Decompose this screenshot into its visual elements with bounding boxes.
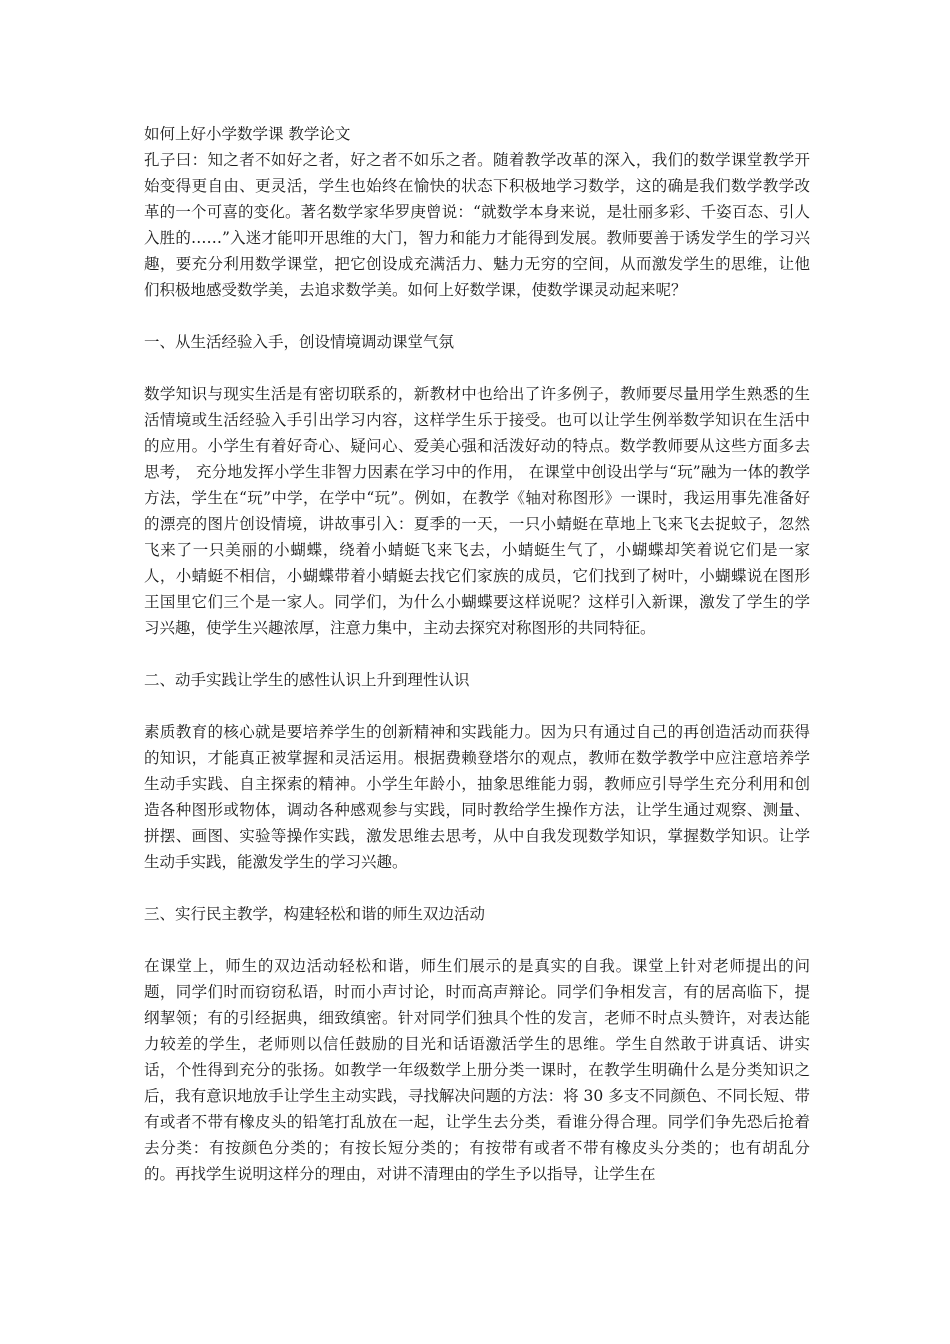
document-page (144, 121, 810, 1187)
section-heading-2: 二、动手实践让学生的感性认识上升到理性认识 (144, 671, 470, 689)
section-heading-3: 三、实行民主教学，构建轻松和谐的师生双边活动 (144, 905, 486, 923)
section-heading-1: 一、从生活经验入手，创设情境调动课堂气氛 (144, 333, 455, 351)
section-body-1: 数学知识与现实生活是有密切联系的，新教材中也给出了许多例子，教师要尽量用学生熟悉的生活情境或生活经验入手引出学习内容，这样学生乐于接受。也可以让学生例举数学知识在生活中的应用。小学生有着好奇心、疑问心、爱美心强和活泼好动的特点。数学教师要从这些方面多去思考， 充分地发挥小学生非智力因素在学习中的作用， 在课堂中创设出学与“玩”融为一体的教学方法，学生在“玩”中学，在学中“玩”。例如，在教学《轴对称图形》一课时，我运用事先准备好的漂亮的图片创设情境，讲故事引入：夏季的一天，一只小蜻蜓在草地上飞来飞去捉蚊子，忽然飞来了一只美丽的小蝴蝶，绕着小蜻蜓飞来飞去，小蜻蜓生气了，小蝴蝶却笑着说它们是一家人，小蜻蜓不相信，小蝴蝶带着小蜻蜓去找它们家族的成员，它们找到了树叶，小蝴蝶说在图形王国里它们三个是一家人。同学们，为什么小蝴蝶要这样说呢？这样引入新课，激发了学生的学习兴趣，使学生兴趣浓厚，注意力集中，主动去探究对称图形的共同特征。 (144, 385, 810, 637)
intro-paragraph: 孔子曰：知之者不如好之者，好之者不如乐之者。随着教学改革的深入，我们的数学课堂教学开始变得更自由、更灵活，学生也始终在愉快的状态下积极地学习数学，这的确是我们数学教学改革的一个可喜的变化。著名数学家华罗庚曾说：“就数学本身来说，是壮丽多彩、千姿百态、引人入胜的……”入迷才能叩开思维的大门，智力和能力才能得到发展。教师要善于诱发学生的学习兴趣，要充分利用数学课堂，把它创设成充满活力、魅力无穷的空间，从而激发学生的思维，让他们积极地感受数学美，去追求数学美。如何上好数学课，使数学课灵动起来呢？ (144, 151, 810, 299)
document-title: 如何上好小学数学课 教学论文 (144, 125, 351, 143)
section-body-2: 素质教育的核心就是要培养学生的创新精神和实践能力。因为只有通过自己的再创造活动而获得的知识，才能真正被掌握和灵活运用。根据费赖登塔尔的观点，教师在数学教学中应注意培养学生动手实践、自主探索的精神。小学生年龄小，抽象思维能力弱，教师应引导学生充分利用和创造各种图形或物体，调动各种感观参与实践，同时教给学生操作方法，让学生通过观察、测量、拼摆、画图、实验等操作实践，激发思维去思考，从中自我发现数学知识，掌握数学知识。让学生动手实践，能激发学生的学习兴趣。 (144, 723, 810, 871)
section-body-3: 在课堂上，师生的双边活动轻松和谐，师生们展示的是真实的自我。课堂上针对老师提出的问题，同学们时而窃窃私语，时而小声讨论，时而高声辩论。同学们争相发言，有的居高临下，提纲挈领；有的引经据典，细致缜密。针对同学们独具个性的发言，老师不时点头赞许，对表达能力较差的学生，老师则以信任鼓励的目光和话语激活学生的思维。学生自然敢于讲真话、讲实话，个性得到充分的张扬。如教学一年级数学上册分类一课时，在教学生明确什么是分类知识之后，我有意识地放手让学生主动实践，寻找解决问题的方法：将 30 多支不同颜色、不同长短、带有或者不带有橡皮头的铅笔打乱放在一起，让学生去分类，看谁分得合理。同学们争先恐后抢着去分类：有按颜色分类的；有按长短分类的；有按带有或者不带有橡皮头分类的；也有胡乱分的。再找学生说明这样分的理由，对讲不清理由的学生予以指导，让学生在 (144, 957, 810, 1183)
